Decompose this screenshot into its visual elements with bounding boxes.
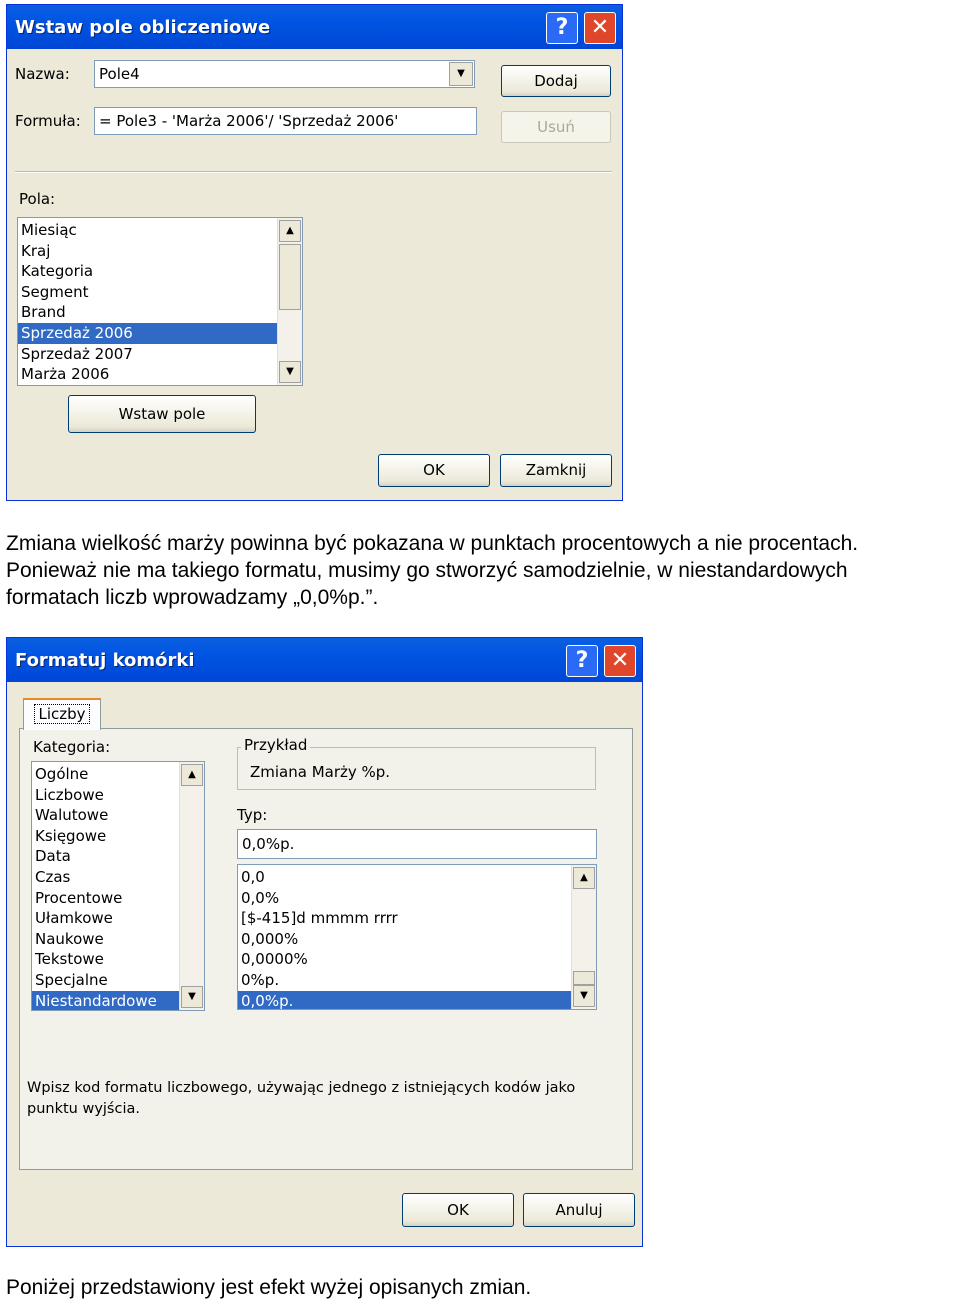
format-list bbox=[238, 867, 596, 1010]
add-button[interactable]: Dodaj bbox=[501, 65, 611, 97]
insert-field-button[interactable]: Wstaw pole bbox=[68, 395, 256, 433]
help-icon[interactable]: ? bbox=[546, 12, 578, 44]
name-combobox[interactable] bbox=[94, 60, 475, 88]
tab-numbers[interactable] bbox=[23, 698, 101, 730]
format-cells-dialog bbox=[6, 637, 643, 1247]
format-list-item[interactable]: [$-415]d mmmm rrrr bbox=[241, 909, 398, 928]
fields-list bbox=[18, 220, 302, 385]
hint-text: Wpisz kod formatu liczbowego, używając jednego z istniejących kodów jako bbox=[27, 1080, 576, 1096]
scrollbar-thumb[interactable] bbox=[573, 971, 595, 985]
category-list-item[interactable]: Walutowe bbox=[35, 806, 109, 825]
field-list-item[interactable]: Brand bbox=[21, 303, 66, 322]
type-input[interactable] bbox=[237, 829, 597, 859]
format-list-item[interactable]: 0,0% bbox=[241, 888, 280, 907]
sample-value: Zmiana Marży %p. bbox=[250, 763, 391, 781]
field-list-item[interactable]: Miesiąc bbox=[21, 221, 77, 239]
formula-label: Formuła: bbox=[15, 112, 81, 130]
category-list-item[interactable]: Procentowe bbox=[35, 888, 123, 907]
help-icon[interactable]: ? bbox=[566, 645, 598, 677]
close-button[interactable]: Zamknij bbox=[500, 454, 612, 487]
paragraph-line: Ponieważ nie ma takiego formatu, musimy go stworzyć samodzielnie, w niestandardowych bbox=[6, 559, 848, 582]
scroll-up-icon[interactable]: ▲ bbox=[573, 867, 595, 889]
name-label: Nazwa: bbox=[15, 65, 70, 83]
insert-calculated-field-dialog bbox=[6, 4, 623, 501]
category-list-item[interactable]: Księgowe bbox=[35, 826, 107, 845]
dialog-titlebar[interactable] bbox=[7, 5, 622, 49]
ok-button[interactable]: OK bbox=[402, 1193, 514, 1227]
category-list-item[interactable]: Specjalne bbox=[35, 970, 108, 989]
category-list-item[interactable]: Data bbox=[35, 847, 71, 866]
scroll-up-icon[interactable]: ▲ bbox=[279, 220, 301, 242]
category-list-item[interactable]: Czas bbox=[35, 867, 71, 886]
field-list-item[interactable]: Segment bbox=[21, 282, 89, 301]
category-list-item[interactable]: Ogólne bbox=[35, 765, 89, 783]
close-icon[interactable]: ✕ bbox=[604, 645, 636, 677]
separator bbox=[15, 171, 612, 173]
paragraph-line: Zmiana wielkość marży powinna być pokazana w punktach procentowych a nie procentach. bbox=[6, 532, 859, 555]
format-listbox[interactable] bbox=[237, 864, 597, 1010]
chevron-down-icon[interactable]: ▼ bbox=[449, 62, 473, 86]
category-list-item[interactable]: Ułamkowe bbox=[35, 909, 113, 928]
scroll-down-icon[interactable]: ▼ bbox=[573, 985, 595, 1007]
paragraph-line: Poniżej przedstawiony jest efekt wyżej opisanych zmian. bbox=[6, 1276, 532, 1299]
category-label: Kategoria: bbox=[33, 738, 111, 756]
name-value: Pole4 bbox=[99, 65, 140, 83]
scrollbar[interactable] bbox=[277, 218, 302, 385]
category-list-item[interactable]: Liczbowe bbox=[35, 785, 104, 804]
field-list-item[interactable]: Kraj bbox=[21, 241, 51, 260]
format-list-item[interactable]: 0,0 bbox=[241, 868, 265, 886]
category-list-item[interactable]: Niestandardowe bbox=[32, 991, 204, 1011]
paragraph-line: formatach liczb wprowadzamy „0,0%p.”. bbox=[6, 586, 379, 609]
fields-listbox[interactable] bbox=[17, 217, 303, 386]
cancel-button[interactable]: Anuluj bbox=[523, 1193, 635, 1227]
category-list-item[interactable]: Naukowe bbox=[35, 929, 104, 948]
type-label: Typ: bbox=[237, 806, 268, 824]
hint-text: punktu wyjścia. bbox=[27, 1101, 140, 1117]
format-list-item[interactable]: 0,0%p. bbox=[238, 991, 596, 1010]
field-list-item[interactable]: Sprzedaż 2007 bbox=[21, 344, 133, 363]
sample-label: Przykład bbox=[241, 736, 310, 754]
scroll-down-icon[interactable]: ▼ bbox=[279, 361, 301, 383]
type-value: 0,0%p. bbox=[242, 835, 295, 853]
ok-button[interactable]: OK bbox=[378, 454, 490, 487]
delete-button[interactable]: Usuń bbox=[501, 111, 611, 143]
tab-numbers-label: Liczby bbox=[34, 704, 89, 724]
category-listbox[interactable] bbox=[31, 761, 205, 1011]
dialog-title: Wstaw pole obliczeniowe bbox=[15, 17, 271, 38]
format-list-item[interactable]: 0%p. bbox=[241, 970, 280, 989]
formula-value: = Pole3 - 'Marża 2006'/ 'Sprzedaż 2006' bbox=[99, 112, 399, 130]
scrollbar[interactable] bbox=[179, 762, 204, 1010]
category-list-item[interactable]: Tekstowe bbox=[35, 950, 104, 969]
scrollbar-thumb[interactable] bbox=[279, 244, 301, 310]
scrollbar[interactable] bbox=[571, 865, 596, 1009]
format-list-item[interactable]: 0,000% bbox=[241, 929, 299, 948]
scroll-up-icon[interactable]: ▲ bbox=[181, 764, 203, 786]
scroll-down-icon[interactable]: ▼ bbox=[181, 986, 203, 1008]
field-list-item[interactable]: Marża 2006 bbox=[21, 365, 110, 384]
dialog-title: Formatuj komórki bbox=[15, 650, 195, 671]
fields-label: Pola: bbox=[19, 190, 56, 208]
field-list-item[interactable]: Sprzedaż 2006 bbox=[18, 323, 302, 344]
field-list-item[interactable]: Kategoria bbox=[21, 262, 94, 281]
close-icon[interactable]: ✕ bbox=[584, 12, 616, 44]
format-list-item[interactable]: 0,0000% bbox=[241, 950, 308, 969]
formula-input[interactable] bbox=[94, 107, 477, 135]
dialog-titlebar[interactable] bbox=[7, 638, 642, 682]
